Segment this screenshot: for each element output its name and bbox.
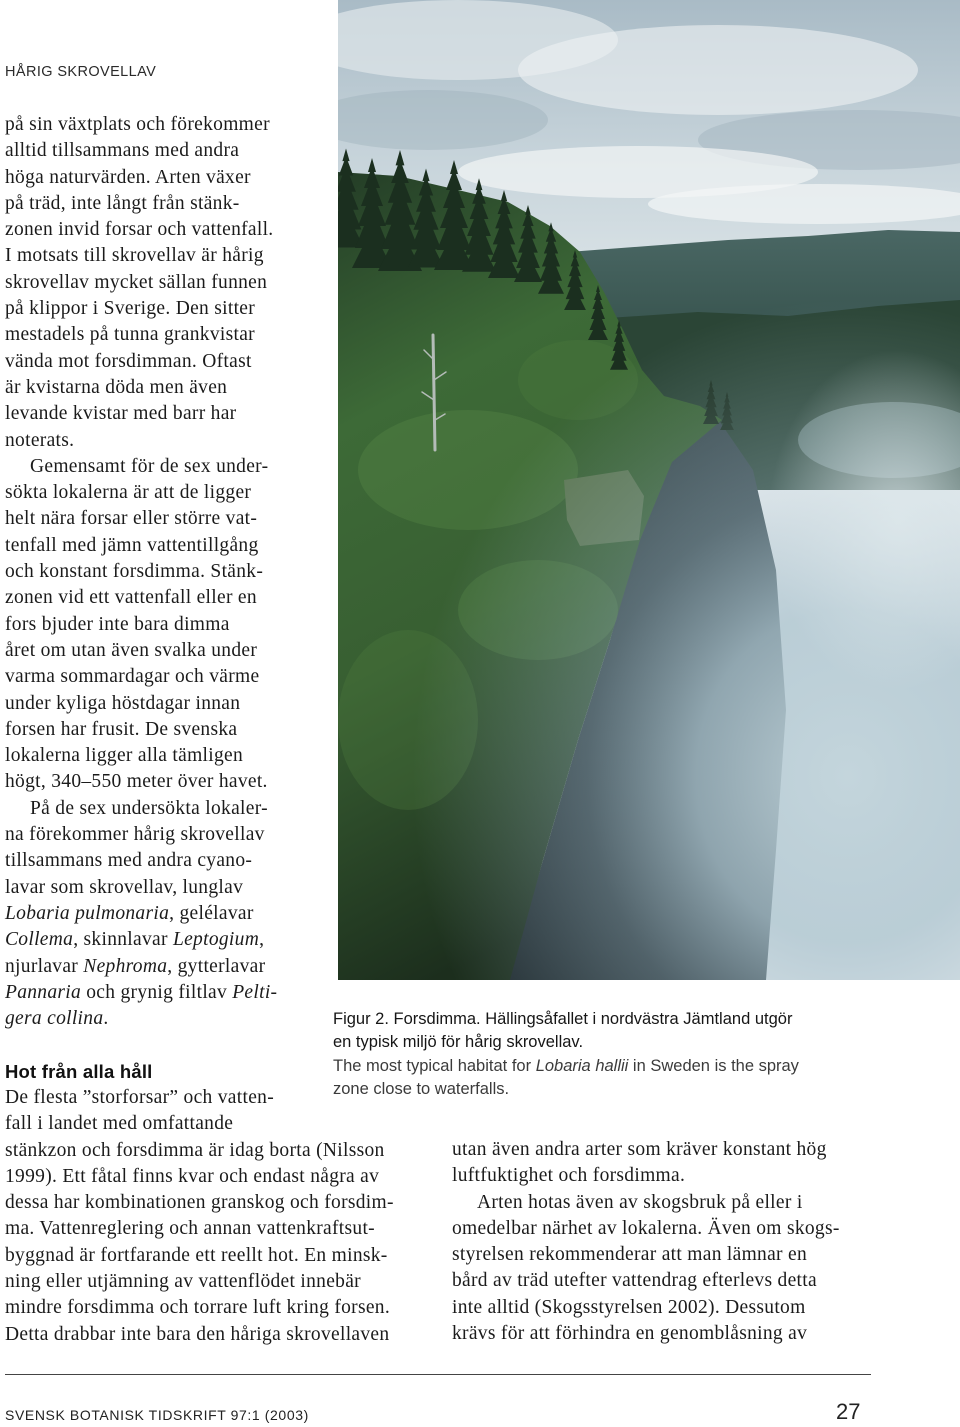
- text-line: fall i landet med omfattande: [5, 1113, 234, 1135]
- text-line: Pannaria och grynig filtlav Pelti-: [5, 981, 278, 1003]
- text-line: njurlavar Nephroma, gytterlavar: [5, 955, 266, 977]
- text-line: lavar som skrovellav, lunglav: [5, 876, 244, 898]
- text-line: höga naturvärden. Arten växer: [5, 166, 251, 188]
- italic-taxon-name: Pelti-: [232, 981, 278, 1003]
- text-line: fors bjuder inte bara dimma: [5, 613, 230, 635]
- text-line: högt, 340–550 meter över havet.: [5, 771, 268, 793]
- text-line: Lobaria pulmonaria, gelélavar: [5, 902, 254, 924]
- italic-taxon-name: Lobaria hallii: [535, 1056, 629, 1075]
- text-line: ma. Vattenreglering och annan vattenkraftsut-: [5, 1218, 375, 1240]
- italic-taxon-name: Lobaria pulmonaria: [5, 902, 170, 924]
- text-line: alltid tillsammans med andra: [5, 140, 240, 162]
- footer-rule: [5, 1374, 871, 1375]
- text-line: Arten hotas även av skogsbruk på eller i: [477, 1191, 803, 1213]
- text-line: Gemensamt för de sex under-: [30, 455, 269, 477]
- text-line: vända mot forsdimman. Oftast: [5, 350, 252, 372]
- text-after-heading: [5, 1085, 394, 1348]
- text-line: luftfuktighet och forsdimma.: [452, 1165, 686, 1187]
- caption-swedish: [333, 1008, 799, 1055]
- italic-taxon-name: Nephroma: [83, 955, 168, 977]
- text-line: en typisk miljö för hårig skrovellav.: [333, 1033, 584, 1052]
- text-line: Figur 2. Forsdimma. Hällingsåfallet i nordvästra Jämtland utgör: [333, 1010, 793, 1028]
- text-before-heading: [5, 112, 394, 1032]
- text-line: krävs för att förhindra en genomblåsning av: [452, 1323, 808, 1345]
- text-line: 1999). Ett fåtal finns kvar och endast några av: [5, 1165, 380, 1187]
- text-line: levande kvistar med barr har: [5, 403, 237, 425]
- main-text: [5, 112, 394, 1348]
- italic-taxon-name: gera collina: [5, 1008, 104, 1030]
- caption-english: [333, 1055, 799, 1102]
- text-line: gera collina.: [5, 1008, 109, 1030]
- text-line: under kyliga höstdagar innan: [5, 692, 241, 714]
- figure-caption: [333, 1008, 799, 1101]
- text-line: helt nära forsar eller större vat-: [5, 508, 258, 530]
- text-line: är kvistarna döda men även: [5, 376, 228, 398]
- text-line: noterats.: [5, 429, 75, 451]
- text-line: och konstant forsdimma. Stänk-: [5, 561, 264, 583]
- paragraph: [5, 1085, 394, 1348]
- italic-taxon-name: Pannaria: [5, 981, 82, 1003]
- text-line: På de sex undersökta lokaler-: [30, 797, 268, 819]
- text-line: styrelsen rekommenderar att man lämnar en: [452, 1244, 808, 1266]
- text-line: Detta drabbar inte bara den håriga skrovellaven: [5, 1323, 390, 1345]
- text-line: på klippor i Sverige. Den sitter: [5, 298, 256, 320]
- paragraph: [452, 1190, 840, 1348]
- text-line: De flesta ”storforsar” och vatten-: [5, 1086, 274, 1108]
- text-line: byggnad är fortfarande ett reellt hot. En minsk-: [5, 1244, 388, 1266]
- paragraph: [452, 1137, 840, 1190]
- italic-taxon-name: Leptogium: [172, 929, 260, 951]
- text-line: zonen vid ett vattenfall eller en: [5, 587, 257, 609]
- text-line: zone close to waterfalls.: [333, 1079, 510, 1098]
- text-line: sökta lokalerna är att de ligger: [5, 482, 252, 504]
- text-line: na förekommer hårig skrovellav: [5, 824, 265, 846]
- text-line: på sin växtplats och förekommer: [5, 114, 270, 135]
- text-line: The most typical habitat for Lobaria hallii in Sweden is the spray: [333, 1056, 799, 1075]
- running-header: HÅRIG SKROVELLAV: [5, 64, 157, 80]
- text-line: Collema, skinnlavar Leptogium,: [5, 929, 265, 951]
- footer-journal-title: SVENSK BOTANISK TIDSKRIFT 97:1 (2003): [5, 1407, 309, 1423]
- right-column-text: [452, 1137, 840, 1347]
- text-line: året om utan även svalka under: [5, 639, 258, 661]
- text-line: lokalerna ligger alla tämligen: [5, 745, 244, 767]
- text-line: omedelbar närhet av lokalerna. Även om skogs-: [452, 1217, 840, 1239]
- paragraph: [5, 796, 394, 1033]
- text-line: mestadels på tunna grankvistar: [5, 324, 255, 346]
- text-line: utan även andra arter som kräver konstant hög: [452, 1139, 827, 1160]
- text-line: varma sommardagar och värme: [5, 666, 260, 688]
- text-line: mindre forsdimma och torrare luft kring forsen.: [5, 1297, 391, 1319]
- section-heading: Hot från alla håll: [5, 1060, 153, 1082]
- text-line: bård av träd utefter vattendrag efterlevs detta: [452, 1270, 817, 1292]
- text-line: stänkzon och forsdimma är idag borta (Nilsson: [5, 1139, 385, 1161]
- text-line: zonen invid forsar och vattenfall.: [5, 219, 274, 241]
- text-line: forsen har frusit. De svenska: [5, 718, 238, 740]
- text-line: på träd, inte långt från stänk-: [5, 192, 240, 214]
- text-line: skrovellav mycket sällan funnen: [5, 271, 268, 293]
- page-number: 27: [836, 1399, 861, 1424]
- text-line: tenfall med jämn vattentillgång: [5, 534, 259, 556]
- figure-photo: [338, 0, 960, 980]
- text-line: tillsammans med andra cyano-: [5, 850, 253, 872]
- paragraph: [5, 454, 394, 796]
- italic-taxon-name: Collema: [5, 929, 74, 951]
- paragraph: [5, 112, 394, 454]
- text-line: ning eller utjämning av vattenflödet innebär: [5, 1271, 361, 1293]
- text-line: I motsats till skrovellav är hårig: [5, 245, 264, 267]
- text-line: dessa har kombinationen granskog och forsdim-: [5, 1192, 394, 1214]
- text-line: inte alltid (Skogsstyrelsen 2002). Dessutom: [452, 1296, 806, 1318]
